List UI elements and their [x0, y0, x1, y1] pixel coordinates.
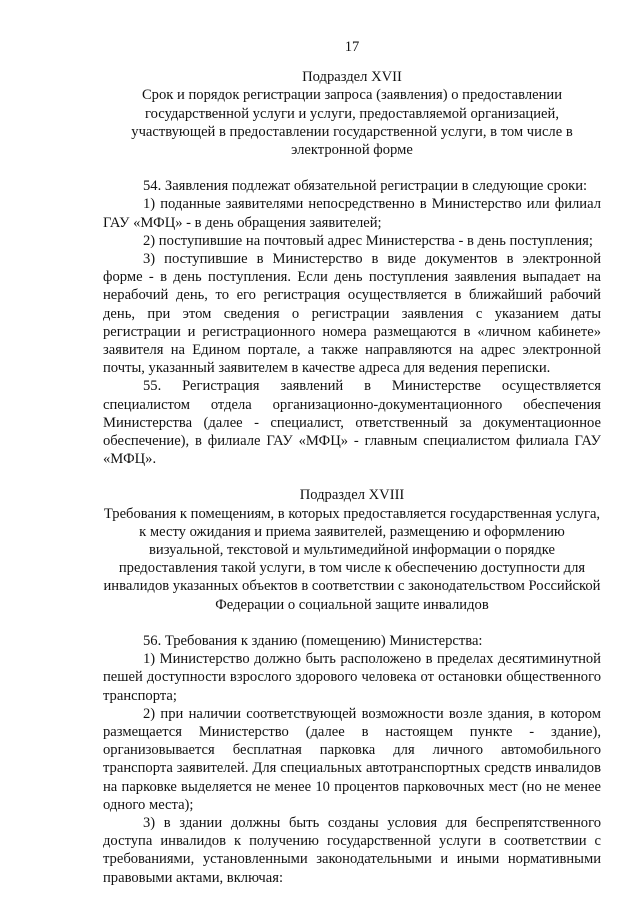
subsection-18-heading: Требования к помещениям, в которых предоставляется государственная услуга, к месту ожидания и приема заявителей, размещению и оформлению визуальной, текстовой и мультимедийной информации о порядке предоставления такой услуги, в том числе к обеспечению доступности для инвалидов указанных объектов в соответствии с законодательством Российской Федерации о социальной защите инвалидов	[103, 505, 601, 613]
page-number: 17	[344, 39, 360, 55]
paragraph-56-item-1: 1) Министерство должно быть расположено в пределах десятиминутной пешей доступности взрослого здорового человека от остановки общественного транспорта;	[103, 651, 601, 704]
paragraph-54-item-1: 1) поданные заявителями непосредственно в Министерство или филиал ГАУ «МФЦ» - в день обращения заявителей;	[103, 196, 601, 231]
document-page	[103, 38, 601, 887]
paragraph-55: 55. Регистрация заявлений в Министерстве осуществляется специалистом отдела организационно-документационного обеспечения Министерства (далее - специалист, ответственный за документационное обеспечение), в филиале ГАУ «МФЦ» - главным специалистом филиала ГАУ «МФЦ».	[103, 378, 601, 468]
paragraph-56-item-3: 3) в здании должны быть созданы условия для беспрепятственного доступа инвалидов к получению государственной услуги в соответствии с требованиями, установленными законодательными и иными нормативными правовыми актами, включая:	[103, 814, 601, 886]
subsection-17-title: Подраздел XVII	[302, 69, 402, 86]
subsection-17-heading: Срок и порядок регистрации запроса (заявления) о предоставлении государственной услуги и услуги, предоставляемой организацией, участвующей в предоставлении государственной услуги, в том числе в электронной форме	[131, 87, 573, 159]
paragraph-54: 54. Заявления подлежат обязательной регистрации в следующие сроки:	[143, 178, 588, 195]
paragraph-56-item-2: 2) при наличии соответствующей возможности возле здания, в котором размещается Министерство (далее в настоящем пункте - здание), организовывается бесплатная парковка для личного автомобильного транспорта заявителей. Для специальных автотранспортных средств инвалидов на парковке выделяется не менее 10 процентов парковочных мест (но не менее одного места);	[103, 705, 601, 813]
paragraph-54-item-2: 2) поступившие на почтовый адрес Министерства - в день поступления;	[143, 232, 593, 249]
paragraph-56: 56. Требования к зданию (помещению) Министерства:	[143, 632, 483, 649]
subsection-18-title: Подраздел XVIII	[299, 487, 405, 504]
paragraph-54-item-3: 3) поступившие в Министерство в виде документов в электронной форме - в день поступления. Если день поступления заявления выпадает на нерабочий день, то его регистрация осуществляется в ближайший рабочий день, при этом сведения о регистрации заявления с указанием даты регистрации и регистрационного номера размещаются в «личном кабинете» заявителя на Едином портале, а также направляются на адрес электронной почты, указанный заявителем в качестве адреса для ведения переписки.	[103, 251, 601, 377]
